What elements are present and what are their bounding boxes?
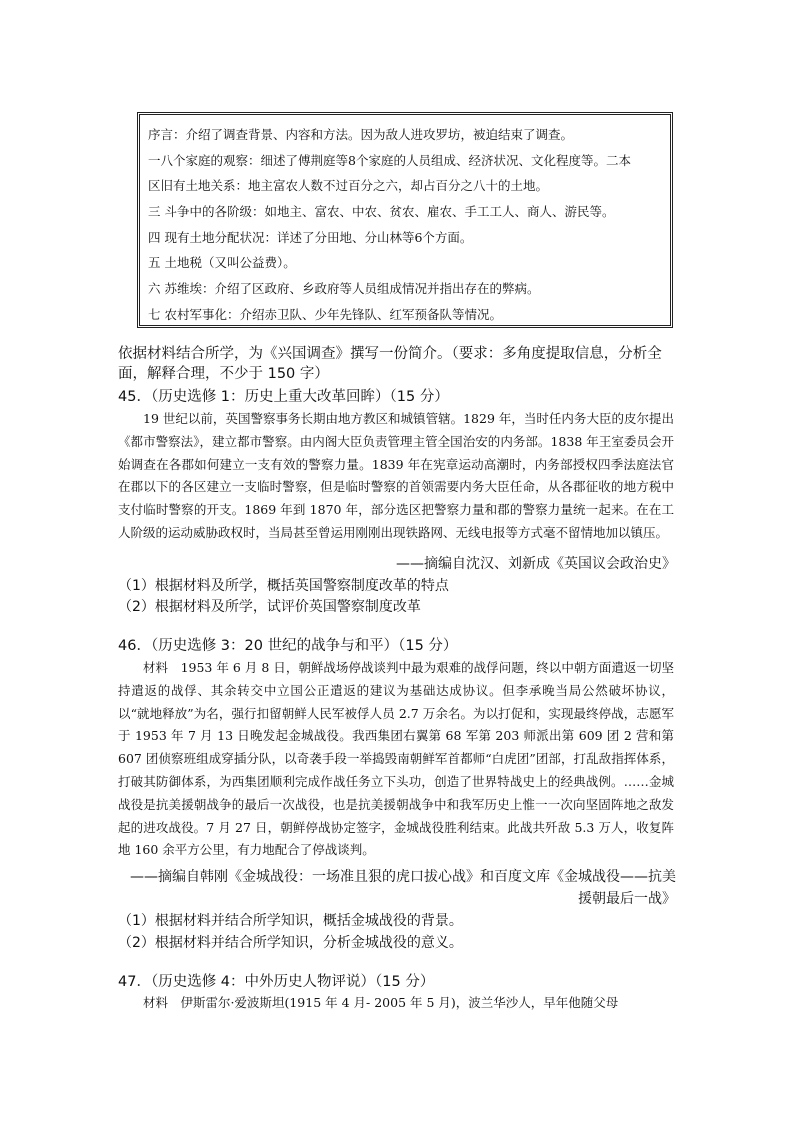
q45-source: ——摘编自沈汉、刘新成《英国议会政治史》 bbox=[396, 556, 676, 572]
q44-prompt: 依据材料结合所学，为《兴国调查》撰写一份简介。（要求：多角度提取信息，分析全面，解释合理，不少于 150 字） bbox=[118, 346, 662, 382]
outline-line-2: 区旧有土地关系：地主富农人数不过百分之六，却占百分之八十的土地。 bbox=[148, 178, 549, 194]
q46-source: ——摘编自韩刚《金城战役：一场准且狠的虎口拔心战》和百度文库《金城战役——抗美援朝最后一战》 bbox=[130, 869, 676, 907]
q47-material: 材料 伊斯雷尔·爱波斯坦(1915 年 4 月- 2005 年 5 月)，波兰华沙人，早年他随父母 bbox=[143, 995, 619, 1010]
survey-outline-box bbox=[137, 112, 673, 328]
outline-line-6: 六 苏维埃：介绍了区政府、乡政府等人员组成情况并指出存在的弊病。 bbox=[148, 281, 540, 297]
outline-line-1: 一八个家庭的观察：细述了傅荆庭等8个家庭的人员组成、经济状况、文化程度等。二本 bbox=[148, 152, 631, 168]
q45-title: 45．（历史选修 1：历史上重大改革回眸）（15 分） bbox=[118, 389, 449, 405]
q46-subquestion-2: （2）根据材料并结合所学知识，分析金城战役的意义。 bbox=[118, 935, 463, 951]
q47-title: 47．（历史选修 4：中外历史人物评说）（15 分） bbox=[118, 974, 435, 990]
outline-line-preface: 序言：介绍了调查背景、内容和方法。因为敌人进攻罗坊，被迫结束了调查。 bbox=[148, 127, 574, 142]
outline-line-4: 四 现有土地分配状况：详述了分田地、分山林等6个方面。 bbox=[148, 229, 473, 245]
outline-line-3: 三 斗争中的各阶级：如地主、富农、中农、贫农、雇农、手工工人、商人、游民等。 bbox=[148, 204, 615, 220]
q45-subquestion-2: （2）根据材料及所学，试评价英国警察制度改革 bbox=[118, 599, 421, 615]
q46-subquestion-1: （1）根据材料并结合所学知识，概括金城战役的背景。 bbox=[118, 913, 463, 929]
q45-material: 19 世纪以前，英国警察事务长期由地方教区和城镇管辖。1829 年，当时任内务大臣的皮尔提出《都市警察法》，建立都市警察。由内阁大臣负责管理主管全国治安的内务部。1838 年王室委员会开始调查在各郡如何建立一支有效的警察力量。1839 年在宪章运动高潮时，内务部授权四季法庭法官在郡以下的各区建立一支临时警察，但是临时警察的首领需要内务大臣任命，从各郡征收的地方税中支付临时警察的开支。1869 年到 1870 年，部分选区把警察力量和郡的警察力量统一起来。在在工人阶级的运动威胁政权时，当局甚至曾运用刚刚出现铁路网、无线电报等方式毫不留情地加以镇压。 bbox=[118, 411, 674, 540]
outline-line-5: 五 土地税（又叫公益费）。 bbox=[148, 255, 296, 271]
q46-material: 材料 1953 年 6 月 8 日，朝鲜战场停战谈判中最为艰难的战俘问题，终以中朝方面遣返一切坚持遣返的战俘、其余转交中立国公正遣返的建议为基础达成协议。但李承晚当局公然破坏协议，以“就地释放”为名，强行扣留朝鲜人民军被俘人员 2.7 万余名。为以打促和，实现最终停战，志愿军于 1953 年 7 月 13 日晚发起金城战役。我西集团右翼第 68 军第 203 师派出第 609 团 2 营和第 607 团侦察班组成穿插分队，以奇袭手段一举捣毁南朝鲜军首都师“白虎团”团部，打乱敌指挥体系，打破其防御体系，为西集团顺利完成作战任务立下头功，创造了世界特战史上的经典战例。……金城战役是抗美援朝战争的最后一次战役，也是抗美援朝战争中和我军历史上惟一一次向坚固阵地之敌发起的进攻战役。7 月 27 日，朝鲜停战协定签字，金城战役胜利结束。此战共歼敌 5.3 万人，收复阵地 160 余平方公里，有力地配合了停战谈判。 bbox=[118, 660, 674, 858]
q46-title: 46．（历史选修 3：20 世纪的战争与和平）（15 分） bbox=[118, 638, 458, 654]
outline-line-7: 七 农村军事化：介绍赤卫队、少年先锋队、红军预备队等情况。 bbox=[148, 306, 502, 322]
q45-subquestion-1: （1）根据材料及所学，概括英国警察制度改革的特点 bbox=[118, 578, 449, 594]
